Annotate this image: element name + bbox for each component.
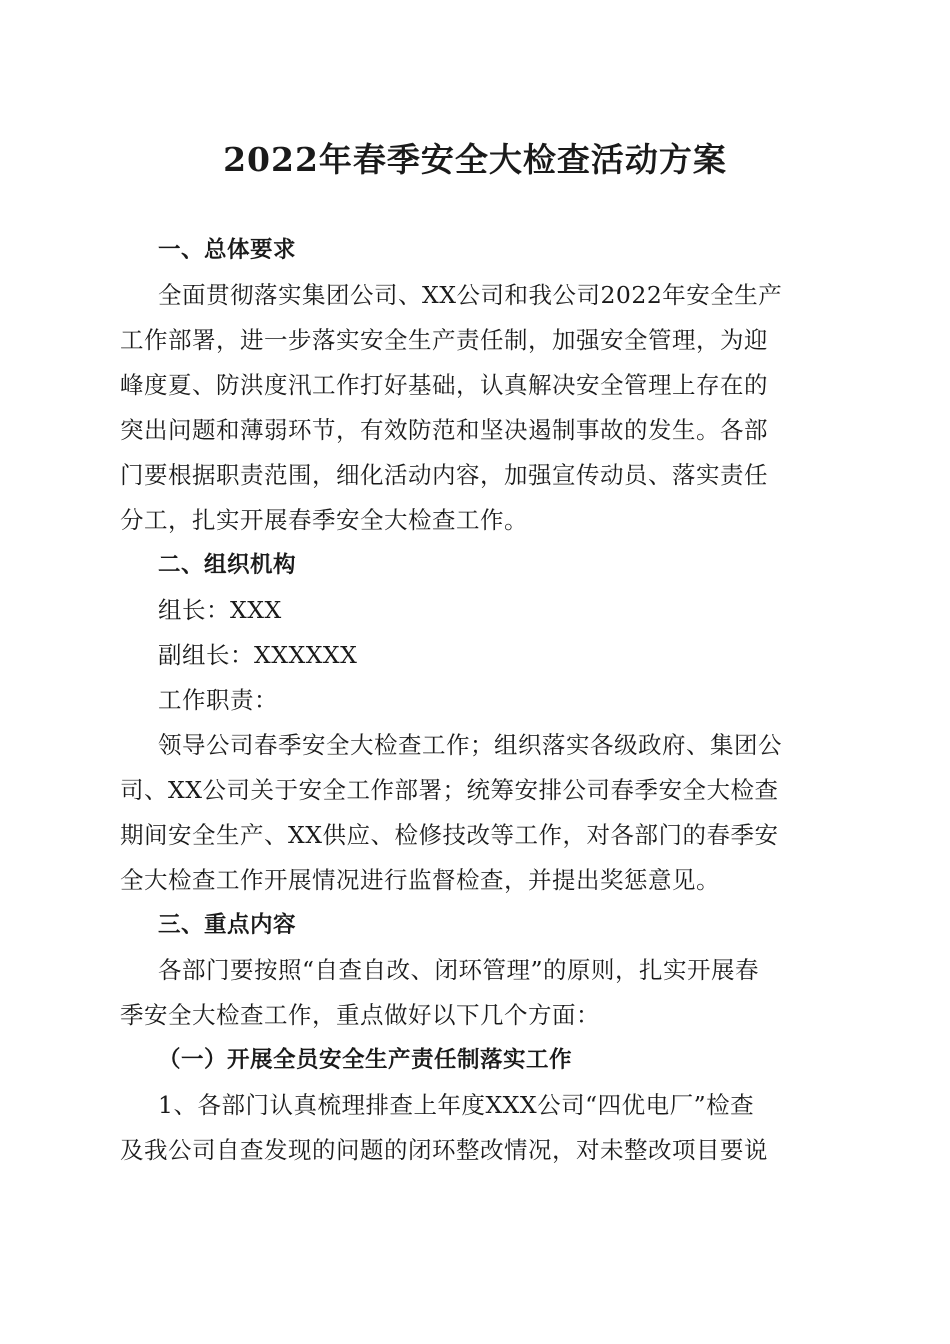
paragraph-line: 门要根据职责范围，细化活动内容，加强宣传动员、落实责任 xyxy=(120,461,768,489)
paragraph-line: 全面贯彻落实集团公司、XX公司和我公司2022年安全生产 xyxy=(158,281,783,309)
section-heading-organization: 二、组织机构 xyxy=(158,552,297,578)
paragraph-line: 分工，扎实开展春季安全大检查工作。 xyxy=(120,506,528,534)
paragraph-line: 领导公司春季安全大检查工作；组织落实各级政府、集团公 xyxy=(158,731,782,759)
paragraph-line: 全大检查工作开展情况进行监督检查，并提出奖惩意见。 xyxy=(120,866,720,894)
paragraph-line: 突出问题和薄弱环节，有效防范和坚决遏制事故的发生。各部 xyxy=(120,416,768,444)
leader-line: 组长：XXX xyxy=(158,596,282,624)
paragraph-line: 工作部署，进一步落实安全生产责任制，加强安全管理，为迎 xyxy=(120,326,768,354)
sub-heading: （一）开展全员安全生产责任制落实工作 xyxy=(158,1047,573,1073)
duties-label: 工作职责： xyxy=(158,686,278,714)
paragraph-line: 及我公司自查发现的问题的闭环整改情况，对未整改项目要说 xyxy=(120,1136,768,1164)
paragraph-line: 各部门要按照“自查自改、闭环管理”的原则，扎实开展春 xyxy=(158,956,760,984)
paragraph-line: 季安全大检查工作，重点做好以下几个方面： xyxy=(120,1001,600,1029)
paragraph-line: 1、各部门认真梳理排查上年度XXX公司“四优电厂”检查 xyxy=(158,1091,755,1119)
document-title: 2022年春季安全大检查活动方案 xyxy=(223,140,727,179)
section-heading-general: 一、总体要求 xyxy=(158,237,297,263)
paragraph-line: 峰度夏、防洪度汛工作打好基础，认真解决安全管理上存在的 xyxy=(120,371,768,399)
document-body xyxy=(120,228,825,1173)
section-heading-key-content: 三、重点内容 xyxy=(158,912,297,938)
deputy-leader-line: 副组长：XXXXXX xyxy=(158,641,358,669)
paragraph-line: 司、XX公司关于安全工作部署；统筹安排公司春季安全大检查 xyxy=(120,776,779,804)
paragraph-line: 期间安全生产、XX供应、检修技改等工作，对各部门的春季安 xyxy=(120,821,779,849)
